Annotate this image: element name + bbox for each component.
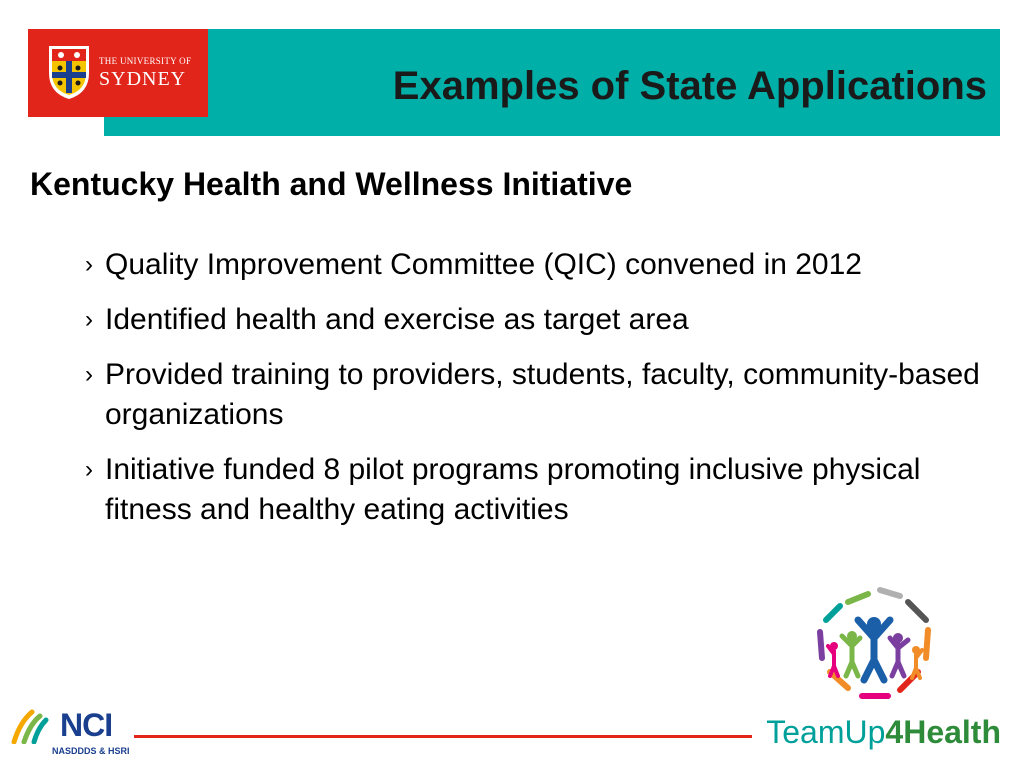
slide-subtitle: Kentucky Health and Wellness Initiative [30,166,633,202]
bullet-item [85,300,985,340]
team-text-part2: 4 [885,714,904,750]
teamup4health-wordmark [766,714,1001,751]
bullet-list [85,245,985,545]
logo-big-text: SYDNEY [99,68,187,90]
bullet-marker-icon: › [85,306,93,333]
team-text-part1: TeamUp [766,714,886,750]
bullet-marker-icon: › [85,251,93,278]
bullet-marker-icon: › [85,456,93,483]
bullet-marker-icon: › [85,361,93,388]
bullet-item [85,355,985,435]
nci-logo [10,706,135,761]
nci-subtext: NASDDDS & HSRI [52,746,130,756]
footer-divider [134,735,752,738]
bullet-text: Identified health and exercise as target area [105,303,689,336]
bullet-text: Initiative funded 8 pilot programs promoting inclusive physical fitness and healthy eating activities [105,453,921,526]
logo-small-text: THE UNIVERSITY OF [99,56,192,66]
team-text-part3: Health [903,714,1001,750]
sydney-crest-icon [46,43,92,101]
teamup4health-figures-icon [808,580,940,708]
university-of-sydney-logo [28,29,208,117]
bullet-text: Quality Improvement Committee (QIC) convened in 2012 [105,248,862,281]
bullet-text: Provided training to providers, students, faculty, community-based organizations [105,358,980,431]
nci-text: NCI [60,707,113,743]
bullet-item [85,245,985,285]
bullet-item [85,450,985,530]
nci-swoosh-icon [10,708,50,744]
slide-title: Examples of State Applications [392,64,987,108]
